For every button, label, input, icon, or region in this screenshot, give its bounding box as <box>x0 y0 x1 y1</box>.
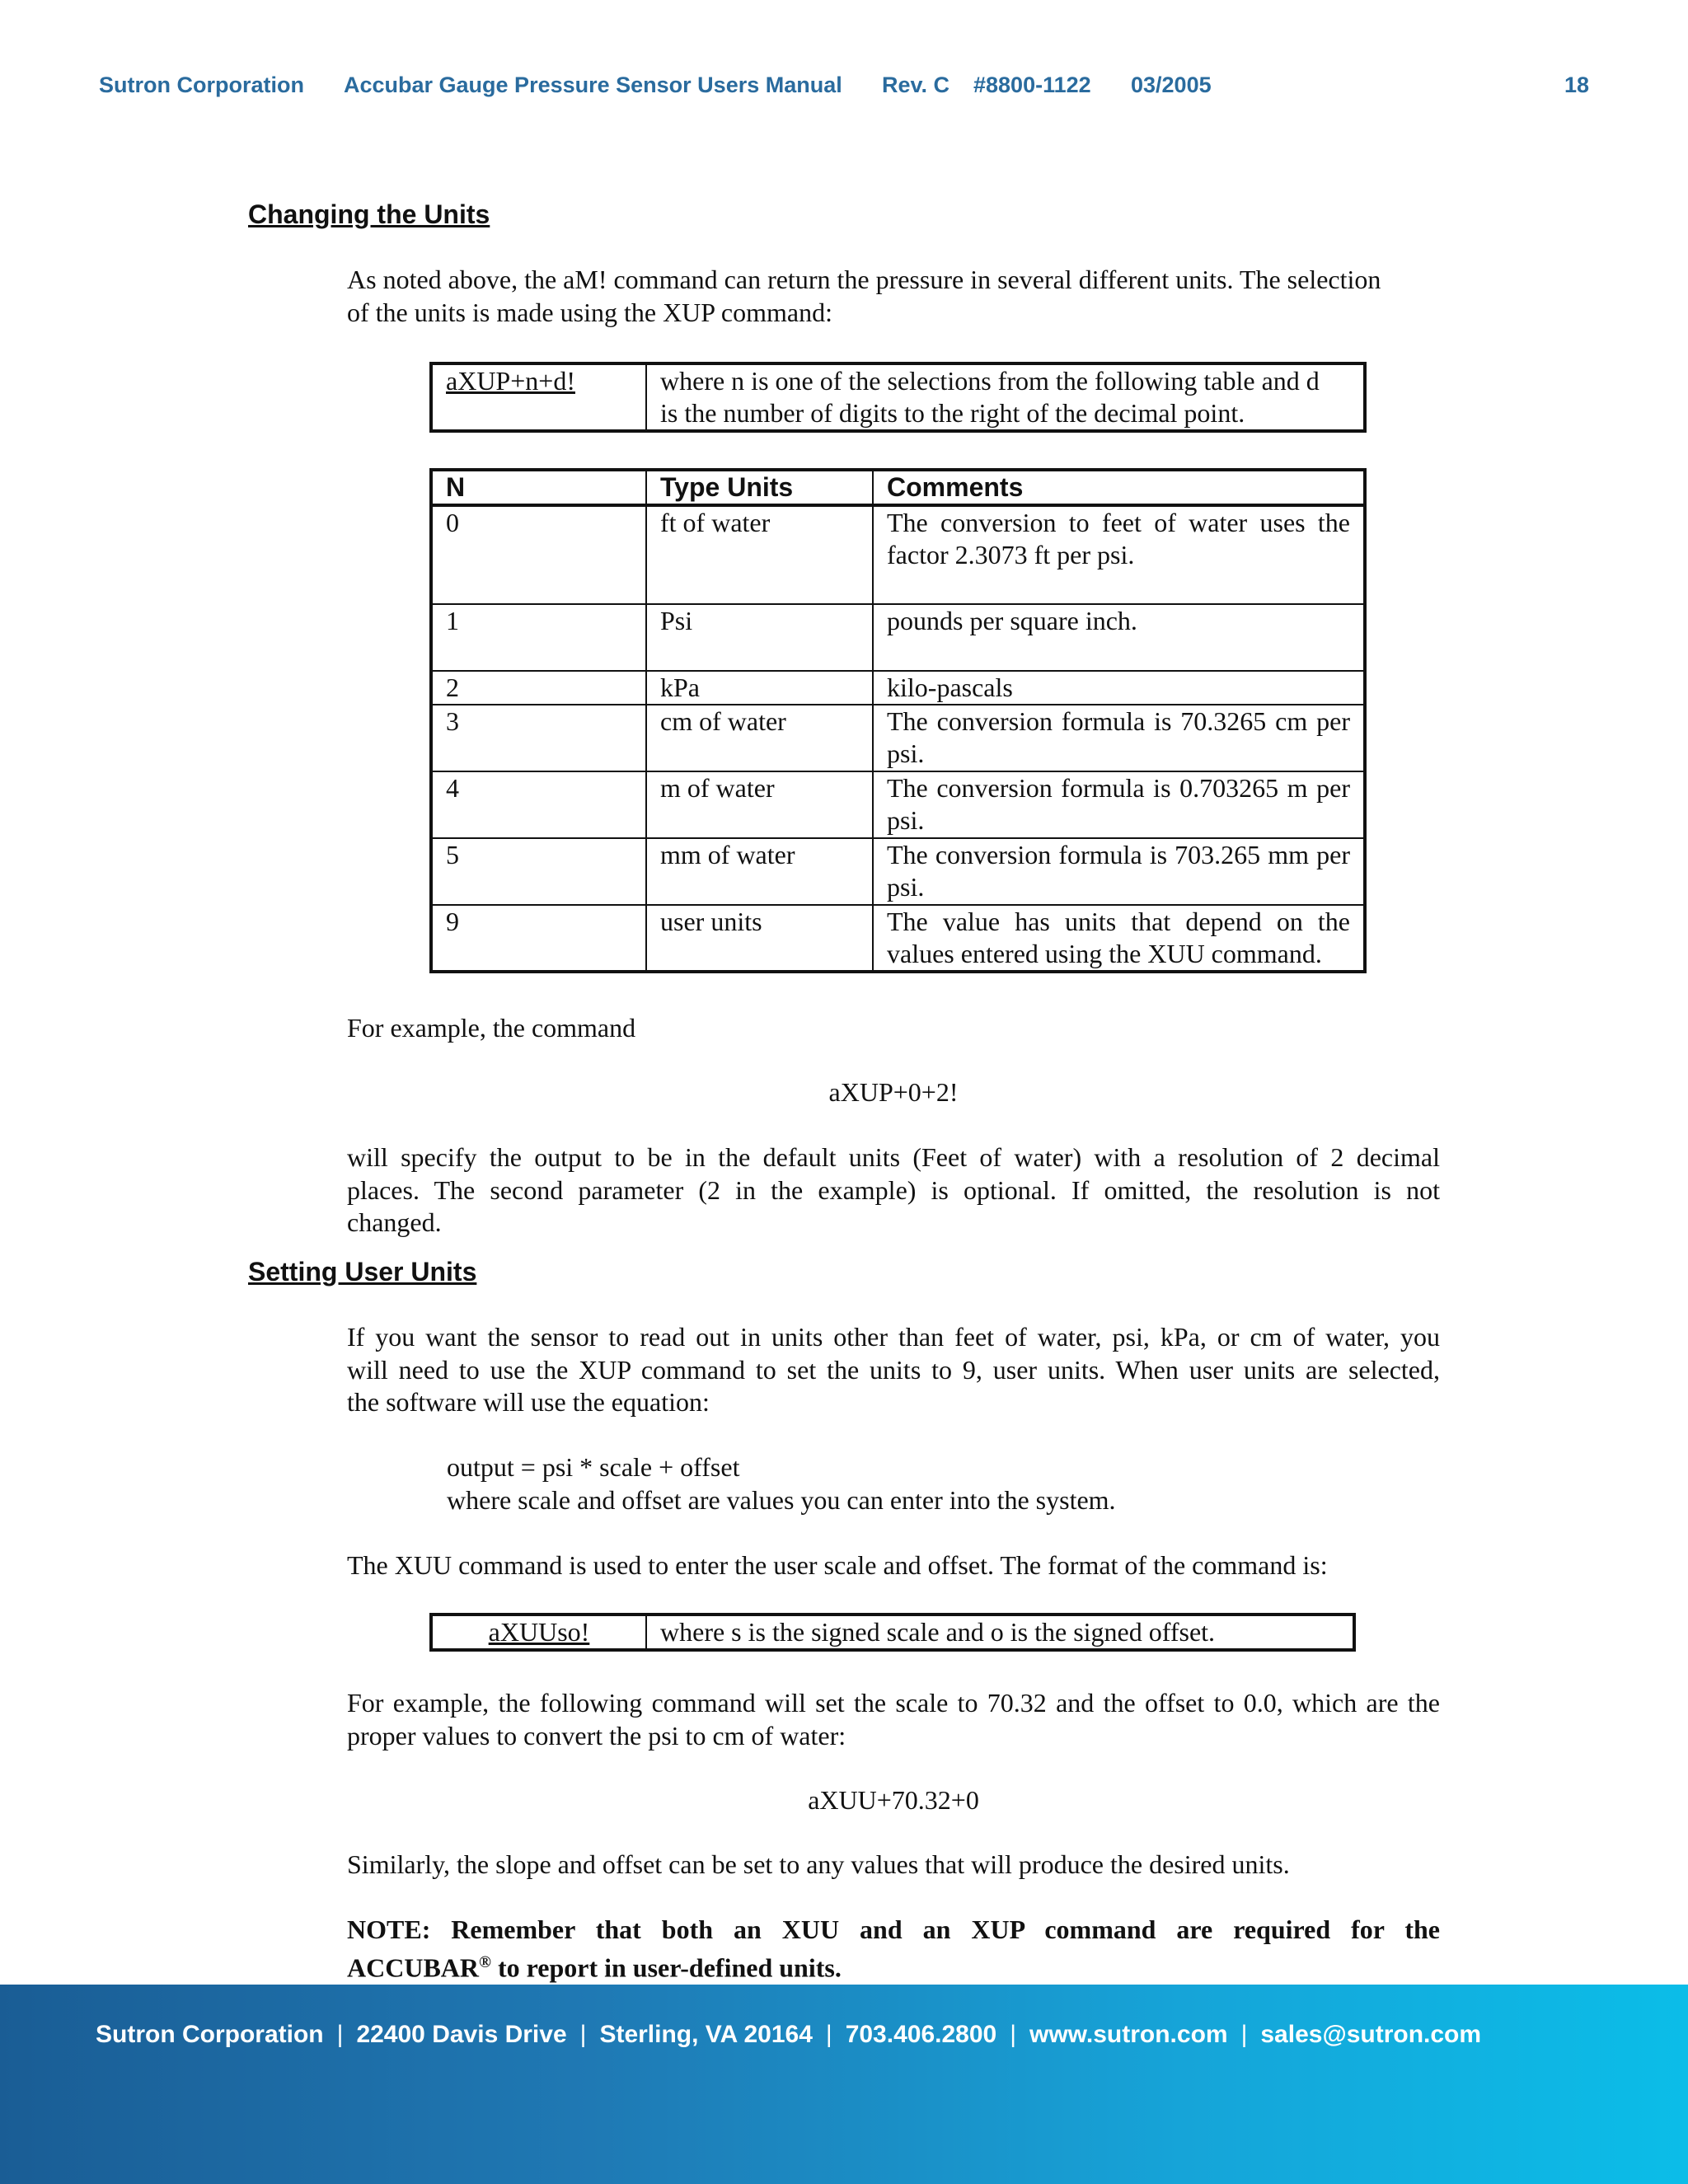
example-intro-line: For example, the command <box>347 1013 636 1043</box>
cell-type: user units <box>646 905 873 972</box>
header-manual-title: Accubar Gauge Pressure Sensor Users Manual <box>344 73 842 97</box>
cell-n: 4 <box>431 771 646 838</box>
equation-block <box>447 1451 1116 1516</box>
cell-comment: The value has units that depend on the values entered using the XUU command. <box>873 905 1365 972</box>
cell-n: 1 <box>431 604 646 671</box>
footer-separator: | <box>1010 2021 1016 2048</box>
header-comments: Comments <box>873 470 1365 505</box>
cell-comment: pounds per square inch. <box>873 604 1365 671</box>
footer-separator: | <box>579 2021 587 2048</box>
xuu-intro-line: The XUU command is used to enter the user scale and offset. The format of the command is: <box>347 1550 1328 1580</box>
example-command-xup: aXUP+0+2! <box>828 1077 959 1107</box>
intro-line-1: As noted above, the aM! command can return the pressure in several different units. The selection <box>347 265 1381 294</box>
footer-separator: | <box>336 2021 344 2048</box>
example-intro <box>347 1012 1440 1045</box>
cell-comment: The conversion formula is 70.3265 cm per psi. <box>873 705 1365 771</box>
xup-command: aXUP+n+d! <box>446 366 575 396</box>
cell-type: m of water <box>646 771 873 838</box>
xuu-example-line-1: For example, the following command will set the scale to 70.32 and the offset to 0.0, which are the <box>347 1688 1440 1718</box>
units-table <box>429 468 1367 973</box>
section-title-changing-units: Changing the Units <box>248 199 490 229</box>
table-row <box>431 505 1365 604</box>
cell-n: 2 <box>431 671 646 705</box>
cell-n: 0 <box>431 505 646 604</box>
example-explanation <box>347 1141 1440 1240</box>
cell-comment: The conversion to feet of water uses the factor 2.3073 ft per psi. <box>873 505 1365 604</box>
header-type-units: Type Units <box>646 470 873 505</box>
similarly-paragraph <box>347 1849 1440 1882</box>
footer-phone: 703.406.2800 <box>845 2021 997 2048</box>
xup-desc-line-2: is the number of digits to the right of the decimal point. <box>660 398 1245 428</box>
footer-city: Sterling, VA 20164 <box>599 2021 813 2048</box>
footer-separator: | <box>1240 2021 1248 2048</box>
xup-command-cell <box>431 363 646 431</box>
table-row <box>431 604 1365 671</box>
cell-comment: The conversion formula is 0.703265 m per psi. <box>873 771 1365 838</box>
footer-website[interactable]: www.sutron.com <box>1029 2021 1228 2048</box>
s2-intro-line-2: will need to use the XUP command to set the units to 9, user units. When user units are selected, <box>347 1354 1440 1385</box>
table-row <box>431 705 1365 771</box>
xup-description-cell <box>646 363 1365 431</box>
xuu-intro <box>347 1549 1440 1582</box>
xuu-description-cell: where s is the signed scale and o is the signed offset. <box>646 1615 1354 1650</box>
footer-separator: | <box>825 2021 832 2048</box>
equation-note: where scale and offset are values you can enter into the system. <box>447 1484 1116 1515</box>
xup-command-box <box>429 362 1367 433</box>
cell-n: 9 <box>431 905 646 972</box>
cell-n: 5 <box>431 838 646 905</box>
note-paragraph <box>347 1914 1440 1985</box>
section2-intro <box>347 1321 1440 1419</box>
footer-band <box>0 1985 1688 2184</box>
note-line-2 <box>347 1947 1440 1985</box>
units-table-header <box>431 470 1365 505</box>
table-row <box>431 771 1365 838</box>
header-date: 03/2005 <box>1131 73 1212 97</box>
cell-comment: kilo-pascals <box>873 671 1365 705</box>
cell-type: kPa <box>646 671 873 705</box>
header-doc-number: #8800-1122 <box>973 73 1091 97</box>
cell-comment: The conversion formula is 703.265 mm per psi. <box>873 838 1365 905</box>
similarly-line: Similarly, the slope and offset can be set to any values that will produce the desired units. <box>347 1849 1290 1879</box>
example-line-3: changed. <box>347 1207 442 1237</box>
section1-intro <box>347 264 1440 329</box>
note-brand: ACCUBAR <box>347 1952 479 1983</box>
cell-type: Psi <box>646 604 873 671</box>
cell-n: 3 <box>431 705 646 771</box>
table-row <box>431 905 1365 972</box>
note-line-2-text: to report in user-defined units. <box>490 1952 842 1983</box>
xuu-command-cell <box>431 1615 646 1650</box>
registered-mark: ® <box>479 1952 491 1971</box>
footer-company: Sutron Corporation <box>96 2021 324 2048</box>
page-number: 18 <box>1564 73 1589 97</box>
note-line-1: NOTE: Remember that both an XUU and an XUP command are required for the <box>347 1915 1440 1944</box>
s2-intro-line-3: the software will use the equation: <box>347 1387 710 1417</box>
table-row <box>431 838 1365 905</box>
section-title-setting-user-units: Setting User Units <box>248 1257 477 1286</box>
page-header <box>99 73 1589 105</box>
xuu-command-box <box>429 1613 1356 1652</box>
footer-email[interactable]: sales@sutron.com <box>1260 2021 1482 2048</box>
table-row <box>431 671 1365 705</box>
example-line-1: will specify the output to be in the default units (Feet of water) with a resolution of 2 decimal <box>347 1142 1440 1172</box>
footer-contact <box>96 2021 1592 2049</box>
example-command-xuu: aXUU+70.32+0 <box>808 1785 979 1815</box>
header-company: Sutron Corporation <box>99 73 304 97</box>
footer-address: 22400 Davis Drive <box>356 2021 567 2048</box>
cell-type: ft of water <box>646 505 873 604</box>
xuu-example-line-2: proper values to convert the psi to cm of water: <box>347 1720 846 1750</box>
cell-type: mm of water <box>646 838 873 905</box>
intro-line-2: of the units is made using the XUP command: <box>347 297 832 327</box>
xuu-example <box>347 1687 1440 1752</box>
xup-desc-line-1: where n is one of the selections from the following table and d <box>660 366 1320 396</box>
xuu-command: aXUUso! <box>488 1617 590 1647</box>
header-n: N <box>431 470 646 505</box>
cell-type: cm of water <box>646 705 873 771</box>
s2-intro-line-1: If you want the sensor to read out in units other than feet of water, psi, kPa, or cm of water, you <box>347 1322 1440 1352</box>
header-revision: Rev. C <box>882 73 950 97</box>
example-line-2: places. The second parameter (2 in the example) is optional. If omitted, the resolution is not <box>347 1174 1440 1205</box>
equation: output = psi * scale + offset <box>447 1452 740 1482</box>
